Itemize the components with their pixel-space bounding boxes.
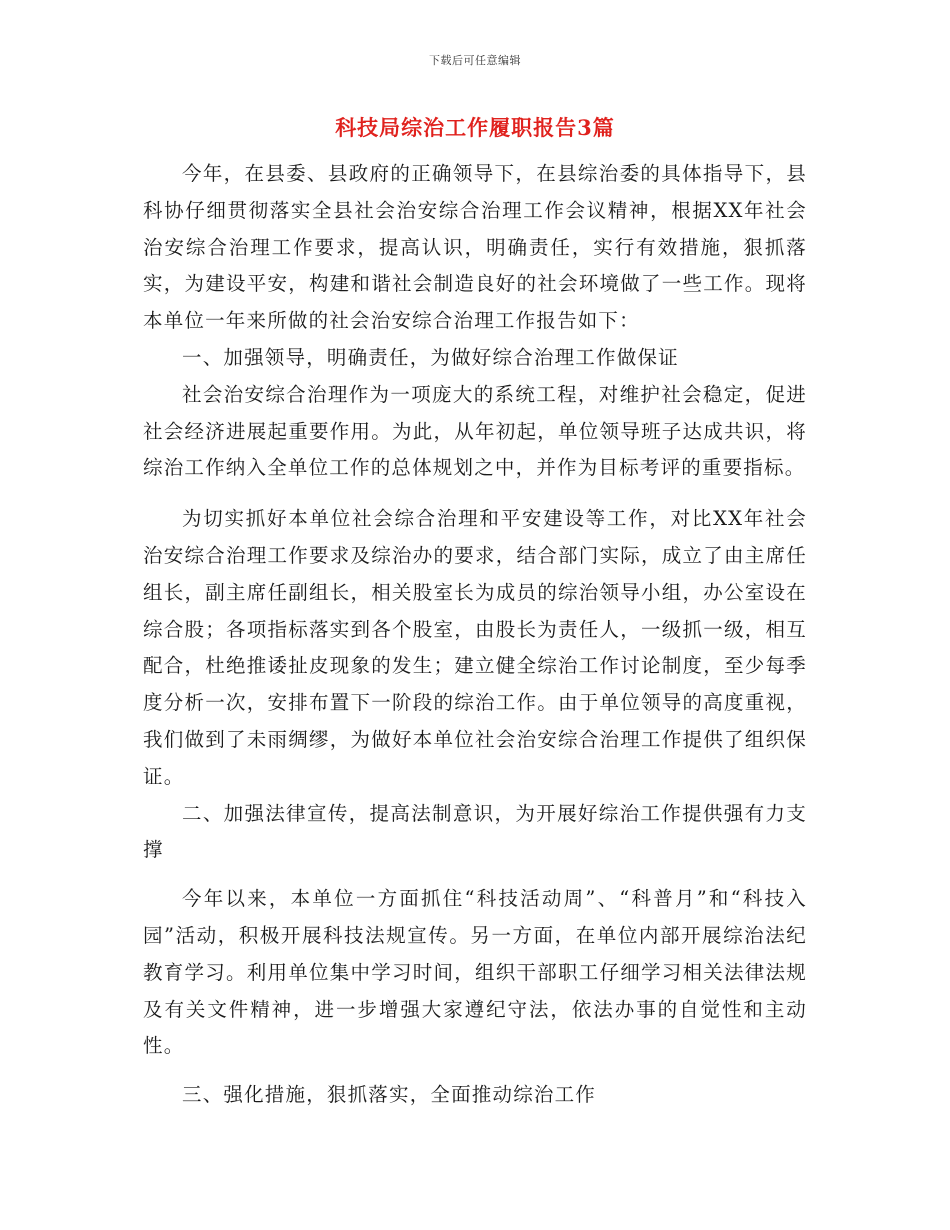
document-body bbox=[143, 156, 807, 1114]
document-title: 科技局综治工作履职报告3篇 bbox=[335, 115, 615, 140]
body-paragraph: 为切实抓好本单位社会综合治理和平安建设等工作，对比XX年社会治安综合治理工作要求及综治办的要求，结合部门实际，成立了由主席任组长，副主席任副组长，相关股室长为成员的综治领导小组，办公室设在综合股；各项指标落实到各个股室，由股长为责任人，一级抓一级，相互配合，杜绝推诿扯皮现象的发生；建立健全综治工作讨论制度，至少每季度分析一次，安排布置下一阶段的综治工作。由于单位领导的高度重视，我们做到了未雨绸缪，为做好本单位社会治安综合治理工作提供了组织保证。 bbox=[143, 507, 807, 788]
section-heading-2: 二、加强法律宣传，提高法制意识，为开展好综治工作提供强有力支撑 bbox=[143, 801, 807, 862]
section-heading-1: 一、加强领导，明确责任，为做好综合治理工作做保证 bbox=[182, 345, 679, 369]
body-paragraph: 社会治安综合治理作为一项庞大的系统工程，对维护社会稳定，促进社会经济进展起重要作用。为此，从年初起，单位领导班子达成共识，将综治工作纳入全单位工作的总体规划之中，并作为目标考评的重要指标。 bbox=[143, 382, 807, 480]
section-heading-3: 三、强化措施，狠抓落实，全面推动综治工作 bbox=[182, 1083, 597, 1107]
intro-paragraph: 今年，在县委、县政府的正确领导下，在县综治委的具体指导下，县科协仔细贯彻落实全县社会治安综合治理工作会议精神，根据XX年社会治安综合治理工作要求，提高认识，明确责任，实行有效措施，狠抓落实，为建设平安，构建和谐社会制造良好的社会环境做了一些工作。现将本单位一年来所做的社会治安综合治理工作报告如下： bbox=[143, 162, 807, 333]
page-header-note: 下载后可任意编辑 bbox=[429, 54, 521, 67]
body-paragraph: 今年以来，本单位一方面抓住“科技活动周”、“科普月”和“科技入园”活动，积极开展科技法规宣传。另一方面，在单位内部开展综治法纪教育学习。利用单位集中学习时间，组织干部职工仔细学习相关法律法规及有关文件精神，进一步增强大家遵纪守法，依法办事的自觉性和主动性。 bbox=[143, 887, 807, 1058]
